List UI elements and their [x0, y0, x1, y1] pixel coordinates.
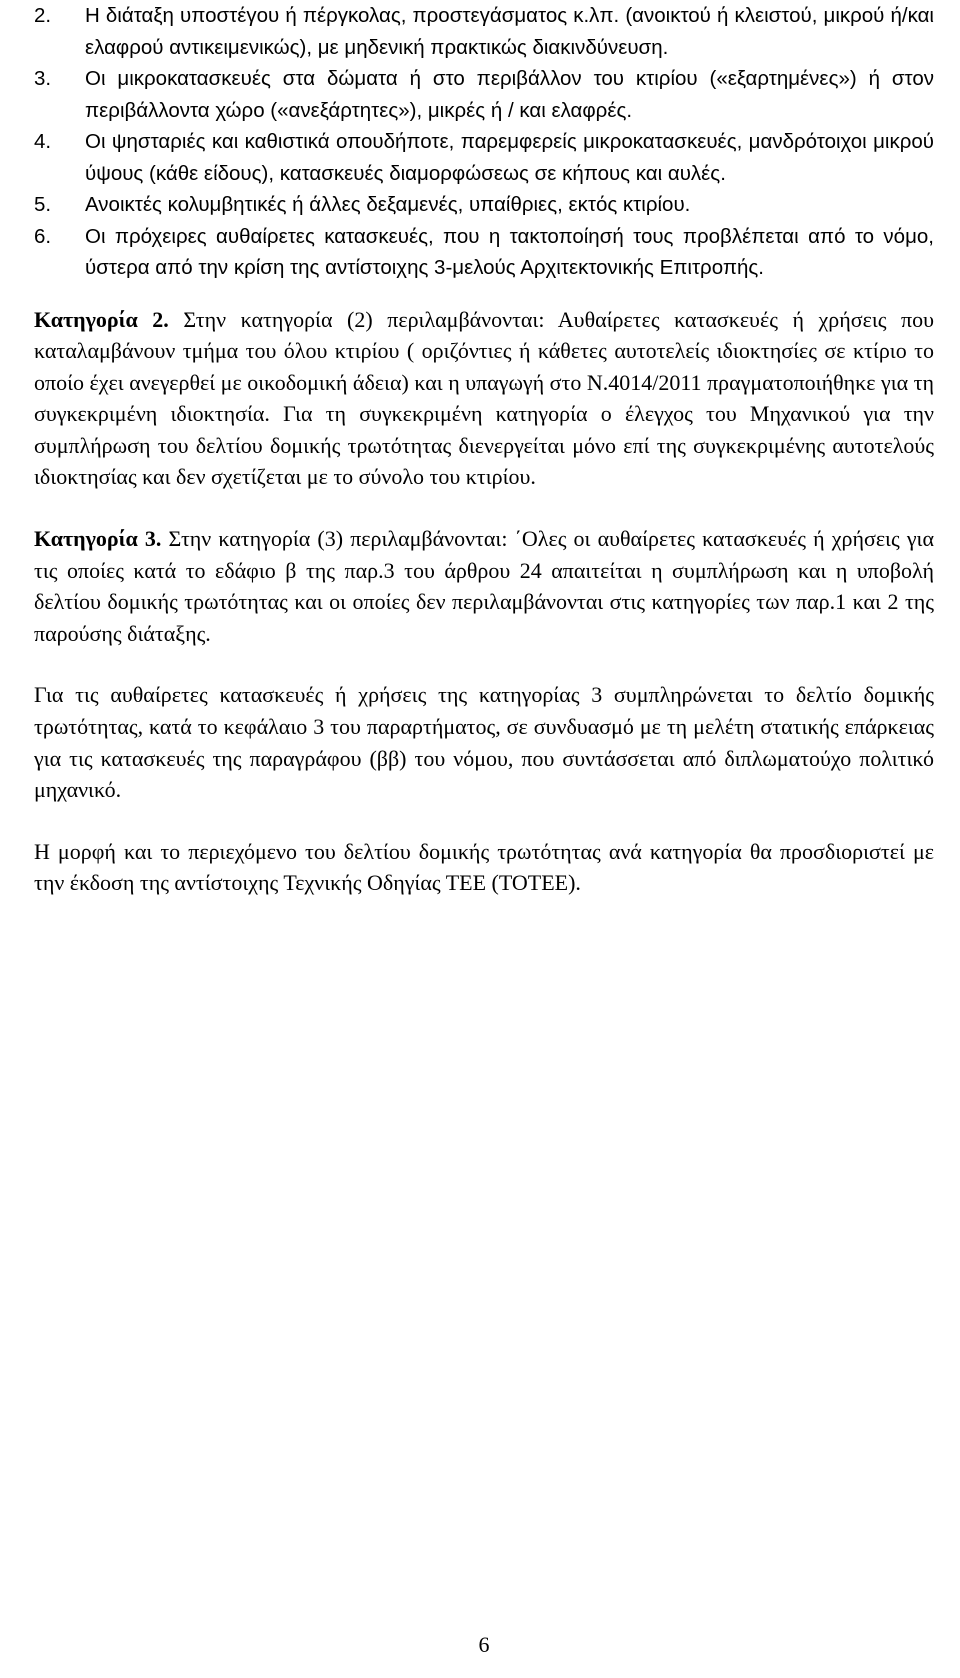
list-item-text: Η διάταξη υποστέγου ή πέργκολας, προστεγάσματος κ.λπ. (ανοικτού ή κλειστού, μικρού ή/και ελαφρού αντικειμενικώς), με μηδενική πρακτικώς διακινδύνευση.	[85, 4, 934, 59]
list-item	[34, 63, 934, 126]
list-item	[34, 221, 934, 284]
document-page	[34, 0, 934, 1678]
list-item-number: 4.	[34, 130, 52, 153]
list-item-text: Οι ψησταριές και καθιστικά οπουδήποτε, παρεμφερείς μικροκατασκευές, μανδρότοιχοι μικρού ύψους (κάθε είδους), κατασκευές διαμορφώσεως σε κήπους και αυλές.	[85, 130, 934, 185]
list-item-number: 2.	[34, 4, 52, 27]
list-item-text: Ανοικτές κολυμβητικές ή άλλες δεξαμενές, υπαίθριες, εκτός κτιρίου.	[85, 193, 691, 216]
list-item	[34, 189, 934, 221]
list-item-number: 6.	[34, 224, 52, 248]
list-item-text: Οι πρόχειρες αυθαίρετες κατασκευές, που η τακτοποίησή τους προβλέπεται από το νόμο, ύστερα από την κρίση της αντίστοιχης 3-μελούς Αρχιτεκτονικής Επιτροπής.	[85, 224, 934, 279]
category-2-heading: Κατηγορία 2.	[34, 306, 169, 332]
category-2-text: Στην κατηγορία (2) περιλαμβάνονται: Αυθαίρετες κατασκευές ή χρήσεις που καταλαμβάνουν τμήμα του όλου κτιρίου ( οριζόντιες ή κάθετες αυτοτελείς ιδιοκτησίες σε κτίριο το οποίο έχει ανεγερθεί με οικοδομική άδεια) και η υπαγωγή στο Ν.4014/2011 πραγματοποιήθηκε για τη συγκεκριμένη ιδιοκτησία. Για τη συγκεκριμένη κατηγορία ο έλεγχος του Μηχανικού για την συμπλήρωση του δελτίου δομικής τρωτότητας διενεργείται μόνο επί της συγκεκριμένης αυτοτελούς ιδιοκτησίας και δεν σχετίζεται με το σύνολο του κτιρίου.	[34, 306, 934, 490]
form-paragraph: Η μορφή και το περιεχόμενο του δελτίου δομικής τρωτότητας ανά κατηγορία θα προσδιοριστεί με την έκδοση της αντίστοιχης Τεχνικής Οδηγίας ΤΕΕ (ΤΟΤΕΕ).	[34, 838, 934, 896]
category-3-paragraph	[34, 523, 934, 649]
category-3-note-paragraph: Για τις αυθαίρετες κατασκευές ή χρήσεις της κατηγορίας 3 συμπληρώνεται το δελτίο δομικής τρωτότητας, κατά το κεφάλαιο 3 του παραρτήματος, σε συνδυασμό με τη μελέτη στατικής επάρκειας για τις κατασκευές της παραγράφου (ββ) του νόμου, που συντάσσεται από διπλωματούχο πολιτικό μηχανικό.	[34, 682, 934, 803]
list-item-text: Οι μικροκατασκευές στα δώματα ή στο περιβάλλον του κτιρίου («εξαρτημένες») ή στον περιβάλλοντα χώρο («ανεξάρτητες»), μικρές ή / και ελαφρές.	[85, 67, 934, 122]
numbered-list	[34, 0, 934, 284]
page-number: 6	[478, 1632, 490, 1657]
list-item-number: 5.	[34, 193, 52, 216]
list-item	[34, 126, 934, 189]
category-2-paragraph	[34, 304, 934, 494]
list-item	[34, 0, 934, 63]
category-3-text: Στην κατηγορία (3) περιλαμβάνονται: ΄Ολες οι αυθαίρετες κατασκευές ή χρήσεις για τις οποίες κατά το εδάφιο β της παρ.3 του άρθρου 24 απαιτείται η συμπλήρωση και η υποβολή δελτίου δομικής τρωτότητας και οι οποίες δεν περιλαμβάνονται στις κατηγορίες των παρ.1 και 2 της παρούσης διάταξης.	[34, 526, 934, 646]
category-3-heading: Κατηγορία 3.	[34, 526, 162, 552]
list-item-number: 3.	[34, 67, 52, 90]
